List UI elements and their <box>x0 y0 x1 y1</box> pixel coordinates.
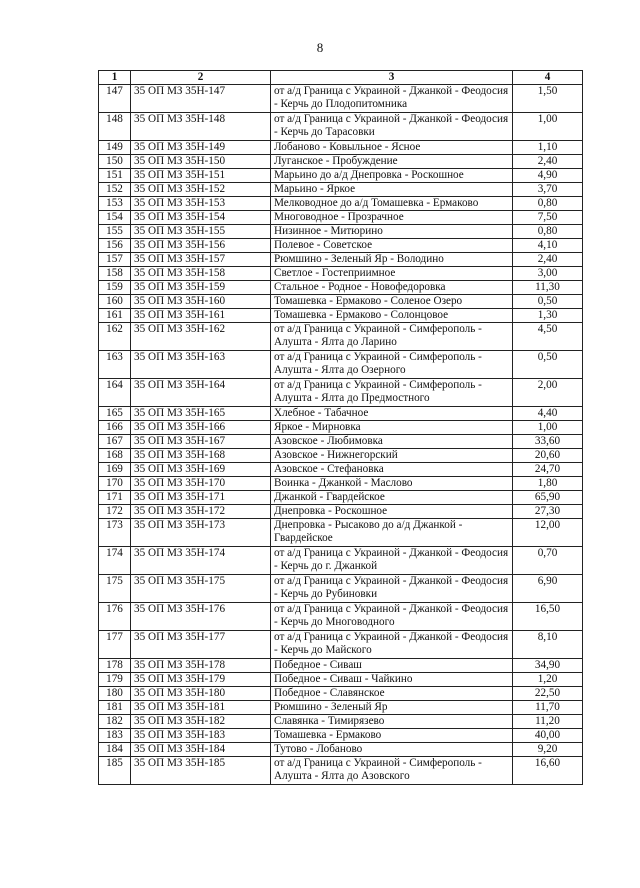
table-row <box>99 631 583 659</box>
road-length: 40,00 <box>513 729 583 743</box>
road-name: Томашевка - Ермаково - Соленое Озеро <box>271 295 513 309</box>
row-number: 161 <box>99 309 131 323</box>
row-number: 179 <box>99 673 131 687</box>
road-length: 3,70 <box>513 183 583 197</box>
table-row <box>99 673 583 687</box>
row-number: 163 <box>99 351 131 379</box>
road-name: Славянка - Тимирязево <box>271 715 513 729</box>
row-number: 185 <box>99 757 131 785</box>
table-row <box>99 267 583 281</box>
road-code: 35 ОП МЗ 35Н-147 <box>131 85 271 113</box>
road-length: 1,10 <box>513 141 583 155</box>
table-row <box>99 281 583 295</box>
road-code: 35 ОП МЗ 35Н-156 <box>131 239 271 253</box>
table-row <box>99 197 583 211</box>
table-row <box>99 547 583 575</box>
road-length: 0,50 <box>513 351 583 379</box>
row-number: 160 <box>99 295 131 309</box>
road-code: 35 ОП МЗ 35Н-171 <box>131 491 271 505</box>
table-row <box>99 757 583 785</box>
row-number: 155 <box>99 225 131 239</box>
road-code: 35 ОП МЗ 35Н-172 <box>131 505 271 519</box>
road-name: Томашевка - Ермаково <box>271 729 513 743</box>
row-number: 180 <box>99 687 131 701</box>
row-number: 159 <box>99 281 131 295</box>
table-row <box>99 743 583 757</box>
road-name: от а/д Граница с Украиной - Джанкой - Феодосия - Керчь до Майского <box>271 631 513 659</box>
row-number: 152 <box>99 183 131 197</box>
road-length: 6,90 <box>513 575 583 603</box>
row-number: 172 <box>99 505 131 519</box>
table-row <box>99 505 583 519</box>
row-number: 166 <box>99 421 131 435</box>
table-row <box>99 687 583 701</box>
row-number: 147 <box>99 85 131 113</box>
road-name: Рюмшино - Зеленый Яр <box>271 701 513 715</box>
road-code: 35 ОП МЗ 35Н-148 <box>131 113 271 141</box>
road-code: 35 ОП МЗ 35Н-152 <box>131 183 271 197</box>
row-number: 164 <box>99 379 131 407</box>
column-header-number: 1 <box>99 71 131 85</box>
row-number: 173 <box>99 519 131 547</box>
row-number: 181 <box>99 701 131 715</box>
road-name: Рюмшино - Зеленый Яр - Володино <box>271 253 513 267</box>
road-length: 33,60 <box>513 435 583 449</box>
table-row <box>99 323 583 351</box>
road-code: 35 ОП МЗ 35Н-175 <box>131 575 271 603</box>
road-code: 35 ОП МЗ 35Н-164 <box>131 379 271 407</box>
road-name: Лобаново - Ковыльное - Ясное <box>271 141 513 155</box>
road-name: Стальное - Родное - Новофедоровка <box>271 281 513 295</box>
road-code: 35 ОП МЗ 35Н-166 <box>131 421 271 435</box>
road-length: 12,00 <box>513 519 583 547</box>
road-code: 35 ОП МЗ 35Н-177 <box>131 631 271 659</box>
road-length: 1,50 <box>513 85 583 113</box>
road-length: 27,30 <box>513 505 583 519</box>
road-code: 35 ОП МЗ 35Н-149 <box>131 141 271 155</box>
table-row <box>99 729 583 743</box>
road-name: от а/д Граница с Украиной - Симферополь - Алушта - Ялта до Предмостного <box>271 379 513 407</box>
road-name: Азовское - Стефановка <box>271 463 513 477</box>
row-number: 162 <box>99 323 131 351</box>
road-length: 24,70 <box>513 463 583 477</box>
column-header-length: 4 <box>513 71 583 85</box>
road-code: 35 ОП МЗ 35Н-162 <box>131 323 271 351</box>
road-code: 35 ОП МЗ 35Н-150 <box>131 155 271 169</box>
road-code: 35 ОП МЗ 35Н-173 <box>131 519 271 547</box>
table-row <box>99 113 583 141</box>
road-length: 8,10 <box>513 631 583 659</box>
row-number: 175 <box>99 575 131 603</box>
road-name: от а/д Граница с Украиной - Джанкой - Феодосия - Керчь до Тарасовки <box>271 113 513 141</box>
table-row <box>99 575 583 603</box>
road-code: 35 ОП МЗ 35Н-185 <box>131 757 271 785</box>
road-code: 35 ОП МЗ 35Н-153 <box>131 197 271 211</box>
road-name: от а/д Граница с Украиной - Джанкой - Феодосия - Керчь до Рубиновки <box>271 575 513 603</box>
table-row <box>99 491 583 505</box>
road-code: 35 ОП МЗ 35Н-154 <box>131 211 271 225</box>
row-number: 170 <box>99 477 131 491</box>
table-row <box>99 519 583 547</box>
table-row <box>99 715 583 729</box>
road-length: 16,60 <box>513 757 583 785</box>
road-length: 4,50 <box>513 323 583 351</box>
road-length: 1,00 <box>513 113 583 141</box>
road-length: 20,60 <box>513 449 583 463</box>
road-code: 35 ОП МЗ 35Н-167 <box>131 435 271 449</box>
road-length: 3,00 <box>513 267 583 281</box>
road-name: Марьино - Яркое <box>271 183 513 197</box>
road-name: Мелководное до а/д Томашевка - Ермаково <box>271 197 513 211</box>
row-number: 168 <box>99 449 131 463</box>
road-length: 11,20 <box>513 715 583 729</box>
row-number: 183 <box>99 729 131 743</box>
road-name: Воинка - Джанкой - Маслово <box>271 477 513 491</box>
row-number: 165 <box>99 407 131 421</box>
road-length: 1,80 <box>513 477 583 491</box>
row-number: 169 <box>99 463 131 477</box>
column-header-name: 3 <box>271 71 513 85</box>
road-name: Марьино до а/д Днепровка - Роскошное <box>271 169 513 183</box>
road-code: 35 ОП МЗ 35Н-160 <box>131 295 271 309</box>
road-length: 0,80 <box>513 197 583 211</box>
table-row <box>99 407 583 421</box>
row-number: 150 <box>99 155 131 169</box>
road-code: 35 ОП МЗ 35Н-170 <box>131 477 271 491</box>
road-length: 11,70 <box>513 701 583 715</box>
road-code: 35 ОП МЗ 35Н-183 <box>131 729 271 743</box>
road-code: 35 ОП МЗ 35Н-181 <box>131 701 271 715</box>
roads-table <box>98 70 583 785</box>
road-code: 35 ОП МЗ 35Н-165 <box>131 407 271 421</box>
table-row <box>99 239 583 253</box>
road-name: Днепровка - Рысаково до а/д Джанкой - Гвардейское <box>271 519 513 547</box>
row-number: 148 <box>99 113 131 141</box>
page-number: 8 <box>316 40 324 55</box>
row-number: 178 <box>99 659 131 673</box>
road-code: 35 ОП МЗ 35Н-161 <box>131 309 271 323</box>
road-code: 35 ОП МЗ 35Н-151 <box>131 169 271 183</box>
row-number: 156 <box>99 239 131 253</box>
table-row <box>99 141 583 155</box>
table-body <box>99 85 583 785</box>
road-code: 35 ОП МЗ 35Н-169 <box>131 463 271 477</box>
road-name: от а/д Граница с Украиной - Симферополь - Алушта - Ялта до Азовского <box>271 757 513 785</box>
road-code: 35 ОП МЗ 35Н-155 <box>131 225 271 239</box>
table-row <box>99 435 583 449</box>
road-length: 1,00 <box>513 421 583 435</box>
road-name: Победное - Сиваш <box>271 659 513 673</box>
table-header-row <box>99 71 583 85</box>
road-length: 0,70 <box>513 547 583 575</box>
road-name: Томашевка - Ермаково - Солонцовое <box>271 309 513 323</box>
road-length: 1,30 <box>513 309 583 323</box>
road-code: 35 ОП МЗ 35Н-158 <box>131 267 271 281</box>
table-row <box>99 169 583 183</box>
road-name: от а/д Граница с Украиной - Джанкой - Феодосия - Керчь до Многоводного <box>271 603 513 631</box>
road-length: 65,90 <box>513 491 583 505</box>
road-name: Низинное - Митюрино <box>271 225 513 239</box>
row-number: 151 <box>99 169 131 183</box>
road-code: 35 ОП МЗ 35Н-174 <box>131 547 271 575</box>
road-length: 4,10 <box>513 239 583 253</box>
road-name: Полевое - Советское <box>271 239 513 253</box>
road-name: Джанкой - Гвардейское <box>271 491 513 505</box>
road-length: 22,50 <box>513 687 583 701</box>
table-row <box>99 379 583 407</box>
table-row <box>99 211 583 225</box>
road-name: от а/д Граница с Украиной - Симферополь - Алушта - Ялта до Ларино <box>271 323 513 351</box>
road-name: Луганское - Пробуждение <box>271 155 513 169</box>
road-name: Светлое - Гостеприимное <box>271 267 513 281</box>
road-length: 34,90 <box>513 659 583 673</box>
row-number: 176 <box>99 603 131 631</box>
road-code: 35 ОП МЗ 35Н-157 <box>131 253 271 267</box>
road-length: 11,30 <box>513 281 583 295</box>
road-length: 16,50 <box>513 603 583 631</box>
road-name: Тутово - Лобаново <box>271 743 513 757</box>
table-row <box>99 421 583 435</box>
road-name: Азовское - Любимовка <box>271 435 513 449</box>
road-code: 35 ОП МЗ 35Н-179 <box>131 673 271 687</box>
row-number: 182 <box>99 715 131 729</box>
road-name: Азовское - Нижнегорский <box>271 449 513 463</box>
road-name: Яркое - Мирновка <box>271 421 513 435</box>
row-number: 154 <box>99 211 131 225</box>
road-code: 35 ОП МЗ 35Н-182 <box>131 715 271 729</box>
road-length: 0,50 <box>513 295 583 309</box>
row-number: 177 <box>99 631 131 659</box>
road-length: 9,20 <box>513 743 583 757</box>
road-code: 35 ОП МЗ 35Н-163 <box>131 351 271 379</box>
road-name: от а/д Граница с Украиной - Джанкой - Феодосия - Керчь до Плодопитомника <box>271 85 513 113</box>
table-row <box>99 659 583 673</box>
road-name: Победное - Сиваш - Чайкино <box>271 673 513 687</box>
table-row <box>99 477 583 491</box>
row-number: 158 <box>99 267 131 281</box>
table-row <box>99 351 583 379</box>
road-code: 35 ОП МЗ 35Н-168 <box>131 449 271 463</box>
row-number: 184 <box>99 743 131 757</box>
table-row <box>99 449 583 463</box>
table-row <box>99 295 583 309</box>
table-row <box>99 253 583 267</box>
table-row <box>99 225 583 239</box>
row-number: 149 <box>99 141 131 155</box>
table-row <box>99 603 583 631</box>
row-number: 167 <box>99 435 131 449</box>
road-length: 4,90 <box>513 169 583 183</box>
road-code: 35 ОП МЗ 35Н-176 <box>131 603 271 631</box>
table-row <box>99 309 583 323</box>
road-name: Хлебное - Табачное <box>271 407 513 421</box>
table-row <box>99 463 583 477</box>
road-length: 7,50 <box>513 211 583 225</box>
row-number: 171 <box>99 491 131 505</box>
road-length: 0,80 <box>513 225 583 239</box>
row-number: 174 <box>99 547 131 575</box>
column-header-code: 2 <box>131 71 271 85</box>
road-name: от а/д Граница с Украиной - Джанкой - Феодосия - Керчь до г. Джанкой <box>271 547 513 575</box>
table-row <box>99 155 583 169</box>
road-code: 35 ОП МЗ 35Н-184 <box>131 743 271 757</box>
road-code: 35 ОП МЗ 35Н-178 <box>131 659 271 673</box>
row-number: 153 <box>99 197 131 211</box>
road-name: от а/д Граница с Украиной - Симферополь - Алушта - Ялта до Озерного <box>271 351 513 379</box>
road-name: Победное - Славянское <box>271 687 513 701</box>
table-row <box>99 85 583 113</box>
road-code: 35 ОП МЗ 35Н-159 <box>131 281 271 295</box>
road-name: Многоводное - Прозрачное <box>271 211 513 225</box>
table-row <box>99 701 583 715</box>
road-length: 4,40 <box>513 407 583 421</box>
road-length: 1,20 <box>513 673 583 687</box>
road-length: 2,40 <box>513 155 583 169</box>
road-length: 2,40 <box>513 253 583 267</box>
road-length: 2,00 <box>513 379 583 407</box>
road-code: 35 ОП МЗ 35Н-180 <box>131 687 271 701</box>
road-name: Днепровка - Роскошное <box>271 505 513 519</box>
row-number: 157 <box>99 253 131 267</box>
table-row <box>99 183 583 197</box>
